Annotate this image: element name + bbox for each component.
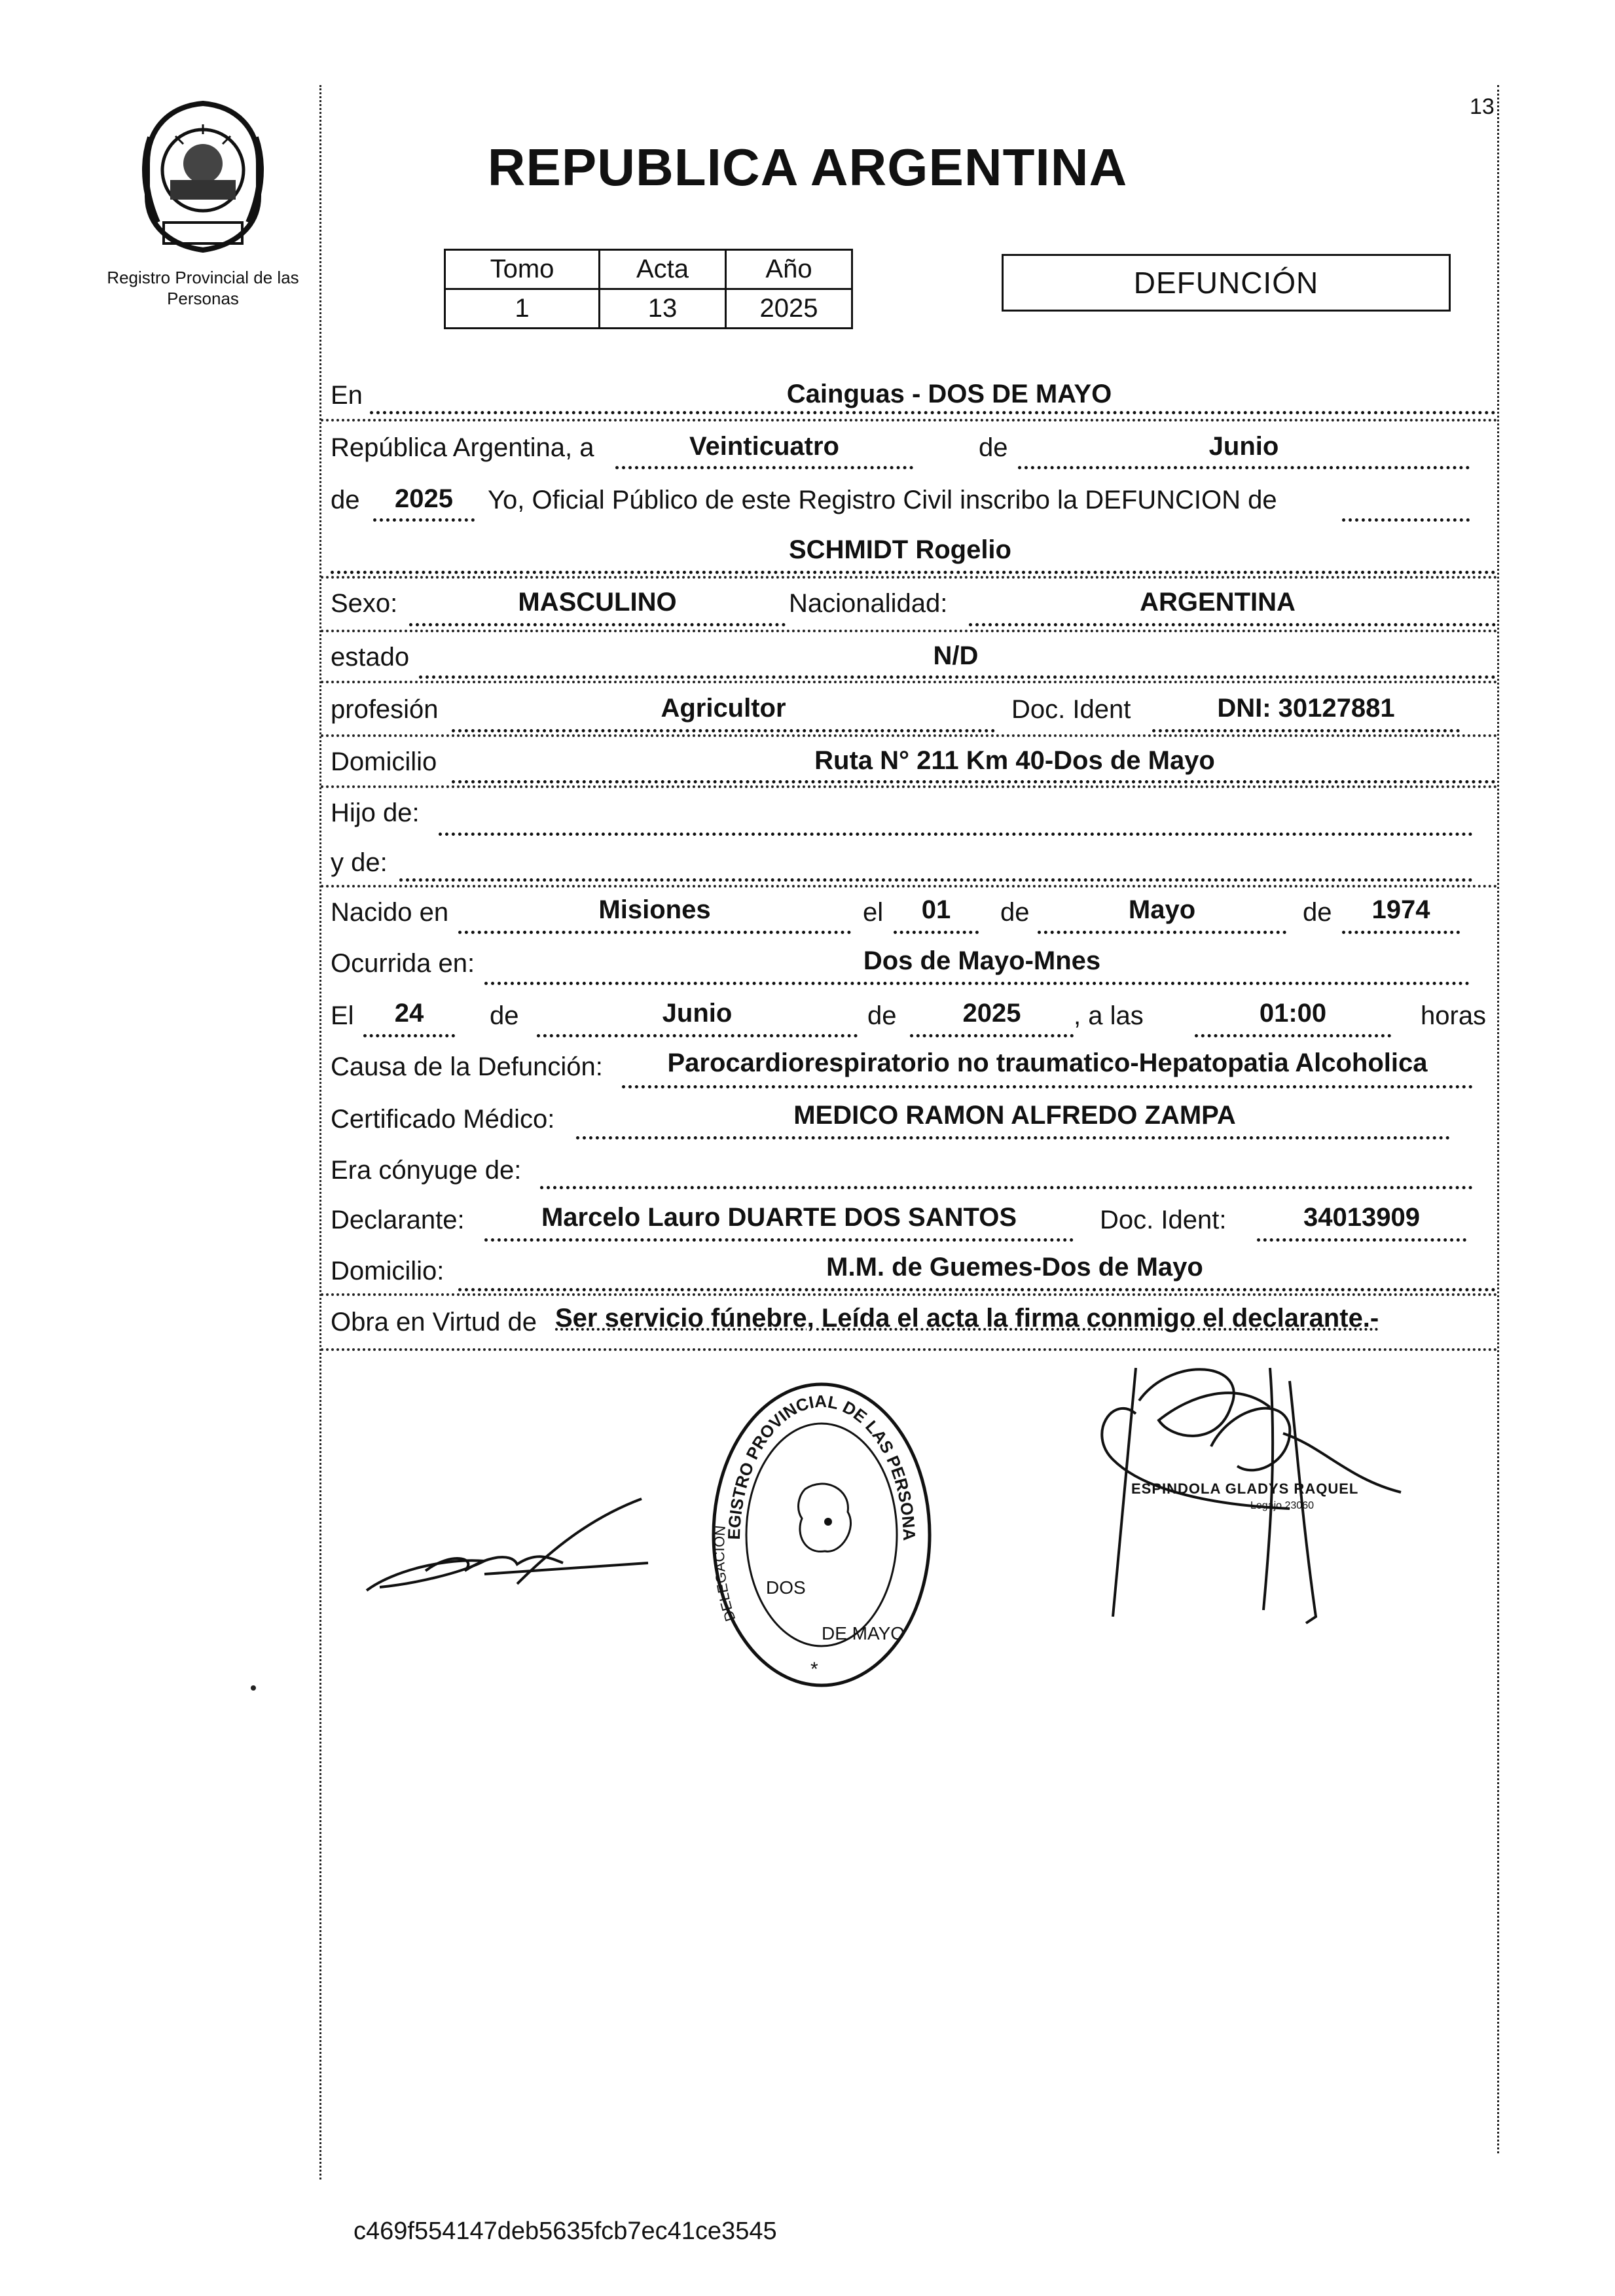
field-lugar: Cainguas - DOS DE MAYO <box>786 380 1112 408</box>
field-doc: DNI: 30127881 <box>1217 694 1395 723</box>
official-stamp <box>707 1378 936 1692</box>
label-republica: República Argentina, a <box>331 433 594 462</box>
stamp-inner-left-text: DOS <box>766 1577 806 1598</box>
svg-text:REGISTRO PROVINCIAL DE LAS PER <box>707 1378 919 1541</box>
label-doc-ident-2: Doc. Ident: <box>1100 1206 1227 1234</box>
page-title: REPUBLICA ARGENTINA <box>487 138 1128 196</box>
label-el-1: el <box>863 898 884 927</box>
document-hash: c469f554147deb5635fcb7ec41ce3545 <box>354 2217 777 2245</box>
field-profesion: Agricultor <box>661 694 786 723</box>
registry-name: Registro Provincial de las Personas <box>107 268 299 308</box>
acta-header: Acta <box>600 250 726 289</box>
label-de-5: de <box>490 1001 519 1030</box>
label-estado: estado <box>331 643 410 672</box>
declarant-signature <box>354 1486 655 1604</box>
field-anio: 2025 <box>395 484 453 513</box>
label-a-las: , a las <box>1074 1001 1144 1030</box>
label-sexo: Sexo: <box>331 589 398 618</box>
field-nacionalidad: ARGENTINA <box>1140 588 1296 617</box>
official-signature <box>1074 1355 1440 1643</box>
official-name: ESPINDOLA GLADYS RAQUEL <box>1131 1480 1359 1497</box>
field-declarante: Marcelo Lauro DUARTE DOS SANTOS <box>541 1203 1017 1232</box>
label-horas: horas <box>1421 1001 1487 1030</box>
tomo-header: Tomo <box>445 250 600 289</box>
field-sexo: MASCULINO <box>518 588 677 617</box>
page-number: 13 <box>1470 94 1495 119</box>
field-declarante-doc: 34013909 <box>1303 1203 1420 1232</box>
label-declarante: Declarante: <box>331 1206 465 1234</box>
acta-value: 13 <box>600 289 726 329</box>
field-dia-texto: Veinticuatro <box>689 432 839 461</box>
field-nacido-anio: 1974 <box>1371 895 1430 924</box>
record-table <box>444 249 853 329</box>
anio-value: 2025 <box>726 289 852 329</box>
right-margin-line <box>1497 85 1499 2153</box>
field-nacido-mes: Mayo <box>1128 895 1196 924</box>
field-def-dia: 24 <box>394 999 424 1028</box>
field-domicilio: Ruta N° 211 Km 40-Dos de Mayo <box>814 746 1215 775</box>
act-type-box: DEFUNCIÓN <box>1002 254 1451 312</box>
label-nacionalidad: Nacionalidad: <box>789 589 948 618</box>
label-doc-ident: Doc. Ident <box>1011 695 1131 724</box>
label-yo-oficial: Yo, Oficial Público de este Registro Civil inscribo la DEFUNCION de <box>488 486 1277 514</box>
label-de-1: de <box>979 433 1008 462</box>
field-estado: N/D <box>933 641 979 670</box>
label-domicilio: Domicilio <box>331 747 437 776</box>
field-obra: Ser servicio fúnebre, Leída el acta la firma conmigo el declarante.- <box>555 1304 1379 1333</box>
label-de-6: de <box>867 1001 897 1030</box>
field-certificado: MEDICO RAMON ALFREDO ZAMPA <box>793 1101 1236 1130</box>
stray-dot <box>251 1685 256 1691</box>
label-certificado: Certificado Médico: <box>331 1105 555 1134</box>
left-margin-line <box>319 85 321 2179</box>
tomo-value: 1 <box>445 289 600 329</box>
anio-header: Año <box>726 250 852 289</box>
label-domicilio-2: Domicilio: <box>331 1257 445 1285</box>
stamp-ring-top-text: EGISTRO PROVINCIAL DE LAS PERSONA <box>723 1391 920 1541</box>
label-causa: Causa de la Defunción: <box>331 1052 603 1081</box>
label-en: En <box>331 381 363 410</box>
label-profesion: profesión <box>331 695 439 724</box>
label-El: El <box>331 1001 354 1030</box>
field-ocurrida-en: Dos de Mayo-Mnes <box>863 946 1101 975</box>
field-nombre: SCHMIDT Rogelio <box>789 535 1011 564</box>
field-nacido-dia: 01 <box>921 895 951 924</box>
field-def-anio: 2025 <box>962 999 1021 1028</box>
label-de-3: de <box>1000 898 1030 927</box>
field-causa: Parocardiorespiratorio no traumatico-Hepatopatia Alcoholica <box>667 1049 1428 1077</box>
label-conyuge: Era cónyuge de: <box>331 1156 522 1185</box>
field-nacido-lugar: Misiones <box>598 895 711 924</box>
field-def-mes: Junio <box>662 999 733 1028</box>
label-de-4: de <box>1303 898 1332 927</box>
field-def-hora: 01:00 <box>1259 999 1327 1028</box>
field-mes: Junio <box>1208 432 1279 461</box>
label-de-2: de <box>331 486 360 514</box>
stamp-inner-right-text: DE MAYO <box>822 1623 905 1643</box>
label-y-de: y de: <box>331 848 388 877</box>
label-nacido-en: Nacido en <box>331 898 449 927</box>
official-legajo: Legajo 23060 <box>1250 1500 1314 1511</box>
label-obra: Obra en Virtud de <box>331 1308 537 1336</box>
stamp-ring-left-text: DELEGACION <box>711 1524 739 1624</box>
svg-text:*: * <box>810 1659 818 1680</box>
field-declarante-domicilio: M.M. de Guemes-Dos de Mayo <box>826 1253 1203 1282</box>
label-ocurrida-en: Ocurrida en: <box>331 949 475 978</box>
label-hijo-de: Hijo de: <box>331 798 420 827</box>
